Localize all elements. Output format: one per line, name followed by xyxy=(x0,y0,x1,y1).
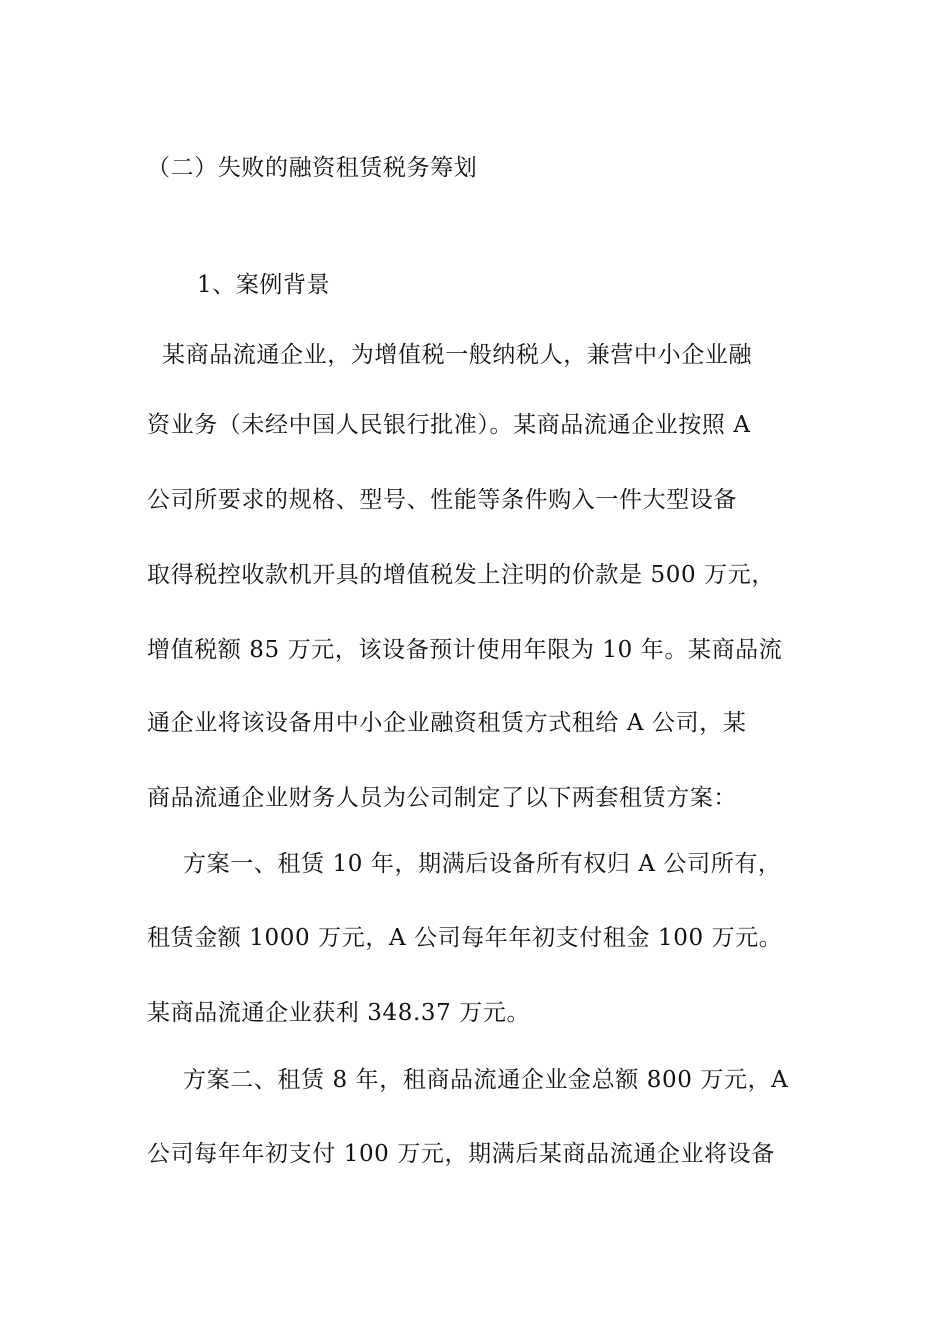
paragraph-line: 取得税控收款机开具的增值税发上注明的价款是 500 万元， xyxy=(147,562,775,588)
paragraph-line: 资业务（未经中国人民银行批准）。某商品流通企业按照 A xyxy=(147,412,751,438)
paragraph-line: 公司所要求的规格、型号、性能等条件购入一件大型设备 xyxy=(147,487,737,513)
section-heading: （二）失败的融资租赁税务筹划 xyxy=(147,155,478,181)
paragraph-line: 通企业将该设备用中小企业融资租赁方式租给 A 公司，某 xyxy=(147,710,747,736)
paragraph-line: 租赁金额 1000 万元，A 公司每年年初支付租金 100 万元。 xyxy=(147,925,783,951)
paragraph-line: 某商品流通企业，为增值税一般纳税人，兼营中小企业融 xyxy=(162,342,752,368)
paragraph-line: 方案二、租赁 8 年，租商品流通企业金总额 800 万元，A xyxy=(183,1067,789,1093)
subsection-heading: 1、案例背景 xyxy=(197,272,331,298)
paragraph-line: 某商品流通企业获利 348.37 万元。 xyxy=(147,1000,531,1026)
paragraph-line: 方案一、租赁 10 年，期满后设备所有权归 A 公司所有， xyxy=(183,851,782,877)
paragraph-line: 商品流通企业财务人员为公司制定了以下两套租赁方案： xyxy=(147,785,737,811)
paragraph-line: 增值税额 85 万元，该设备预计使用年限为 10 年。某商品流 xyxy=(147,637,783,663)
paragraph-line: 公司每年年初支付 100 万元，期满后某商品流通企业将设备 xyxy=(147,1141,775,1167)
